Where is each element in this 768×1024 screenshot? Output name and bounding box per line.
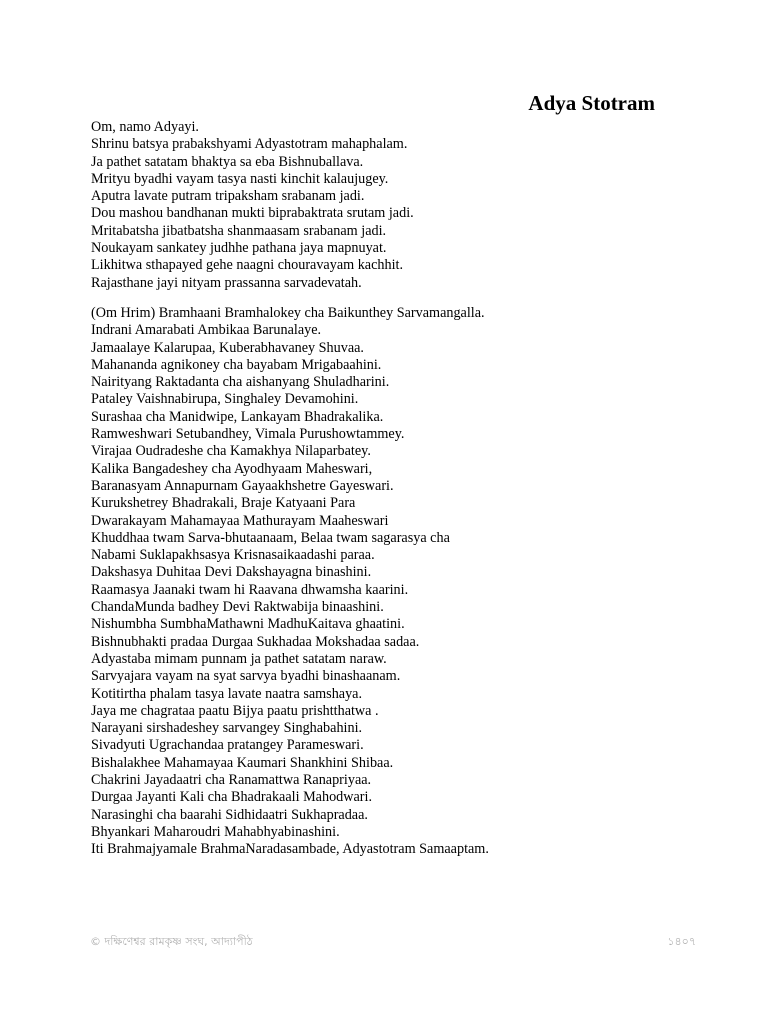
verse-line: Kurukshetrey Bhadrakali, Braje Katyaani Para [91, 495, 356, 512]
verse-line: Noukayam sankatey judhhe pathana jaya mapnuyat. [91, 240, 387, 257]
verse-line: Sarvyajara vayam na syat sarvya byadhi binashaanam. [91, 668, 401, 685]
verse-line: Sivadyuti Ugrachandaa pratangey Parameswari. [91, 737, 364, 754]
verse-line: Bishnubhakti pradaa Durgaa Sukhadaa Mokshadaa sadaa. [91, 633, 420, 650]
verse-line: Dakshasya Duhitaa Devi Dakshayagna binashini. [91, 564, 372, 581]
verse-line: Nishumbha SumbhaMathawni MadhuKaitava ghaatini. [91, 616, 405, 633]
verse-line: Indrani Amarabati Ambikaa Barunalaye. [91, 322, 322, 339]
verse-line: Mritabatsha jibatbatsha shanmaasam srabanam jadi. [91, 222, 387, 239]
verse-line: Bhyankari Maharoudri Mahabhyabinashini. [91, 823, 340, 840]
verse-line: Virajaa Oudradeshe cha Kamakhya Nilaparbatey. [91, 443, 371, 460]
verse-line: Surashaa cha Manidwipe, Lankayam Bhadrakalika. [91, 408, 384, 425]
verse-line: Chakrini Jayadaatri cha Ranamattwa Ranapriyaa. [91, 772, 372, 789]
footer-page-number: ১৪০৭ [667, 935, 696, 948]
verse-line: Khuddhaa twam Sarva-bhutaanaam, Belaa twam sagarasya cha [91, 529, 450, 546]
verse-line: Ja pathet satatam bhaktya sa eba Bishnuballava. [91, 153, 364, 170]
footer-copyright: © দক্ষিণেশ্বর রামকৃষ্ণ সংঘ, আদ্যাপীঠ [90, 935, 253, 948]
verse-line: Iti Brahmajyamale BrahmaNaradasambade, Adyastotram Samaaptam. [91, 841, 489, 858]
verse-line: Aputra lavate putram tripaksham srabanam jadi. [91, 188, 365, 205]
verse-line: Rajasthane jayi nityam prassanna sarvadevatah. [91, 274, 362, 291]
verse-line: Narasinghi cha baarahi Sidhidaatri Sukhapradaa. [91, 806, 368, 823]
verse-line: Pataley Vaishnabirupa, Singhaley Devamohini. [91, 391, 359, 408]
verse-line: Narayani sirshadeshey sarvangey Singhabahini. [91, 720, 363, 737]
verse-line: Kotitirtha phalam tasya lavate naatra samshaya. [91, 685, 363, 702]
verse-line: Baranasyam Annapurnam Gayaakhshetre Gayeswari. [91, 477, 394, 494]
verse-line: Likhitwa sthapayed gehe naagni chouravayam kachhit. [91, 257, 404, 274]
verse-line: Jaya me chagrataa paatu Bijya paatu prishtthatwa . [91, 702, 379, 719]
verse-line: Mahananda agnikoney cha bayabam Mrigabaahini. [91, 356, 382, 373]
verse-line: Om, namo Adyayi. [91, 119, 199, 135]
verse-line: Jamaalaye Kalarupaa, Kuberabhavaney Shuvaa. [91, 339, 364, 356]
verse-line: Ramweshwari Setubandhey, Vimala Purushowtammey. [91, 426, 405, 443]
verse-line: Nairityang Raktadanta cha aishanyang Shuladharini. [91, 374, 390, 391]
verse-line: ChandaMunda badhey Devi Raktwabija binaashini. [91, 599, 384, 616]
stanza-main-hymn [91, 305, 731, 859]
verse-line: Durgaa Jayanti Kali cha Bhadrakaali Mahodwari. [91, 789, 373, 806]
verse-line: Shrinu batsya prabakshyami Adyastotram mahaphalam. [91, 136, 408, 153]
verse-line: Dwarakayam Mahamayaa Mathurayam Maaheswari [91, 512, 389, 529]
verse-line: Bishalakhee Mahamayaa Kaumari Shankhini Shibaa. [91, 754, 394, 771]
verse-line: Dou mashou bandhanan mukti biprabaktrata srutam jadi. [91, 205, 414, 222]
verse-line: Raamasya Jaanaki twam hi Raavana dhwamsha kaarini. [91, 581, 409, 598]
stanza-invocation [91, 119, 731, 292]
verse-line: Nabami Suklapakhsasya Krisnasaikaadashi paraa. [91, 547, 375, 564]
document-title: Adya Stotram [528, 91, 655, 115]
verse-line: Adyastaba mimam punnam ja pathet satatam naraw. [91, 650, 387, 667]
verse-line: Kalika Bangadeshey cha Ayodhyaam Maheswari, [91, 460, 373, 477]
verse-line: Mrityu byadhi vayam tasya nasti kinchit kalaujugey. [91, 170, 389, 187]
verse-line: (Om Hrim) Bramhaani Bramhalokey cha Baikunthey Sarvamangalla. [91, 305, 485, 321]
